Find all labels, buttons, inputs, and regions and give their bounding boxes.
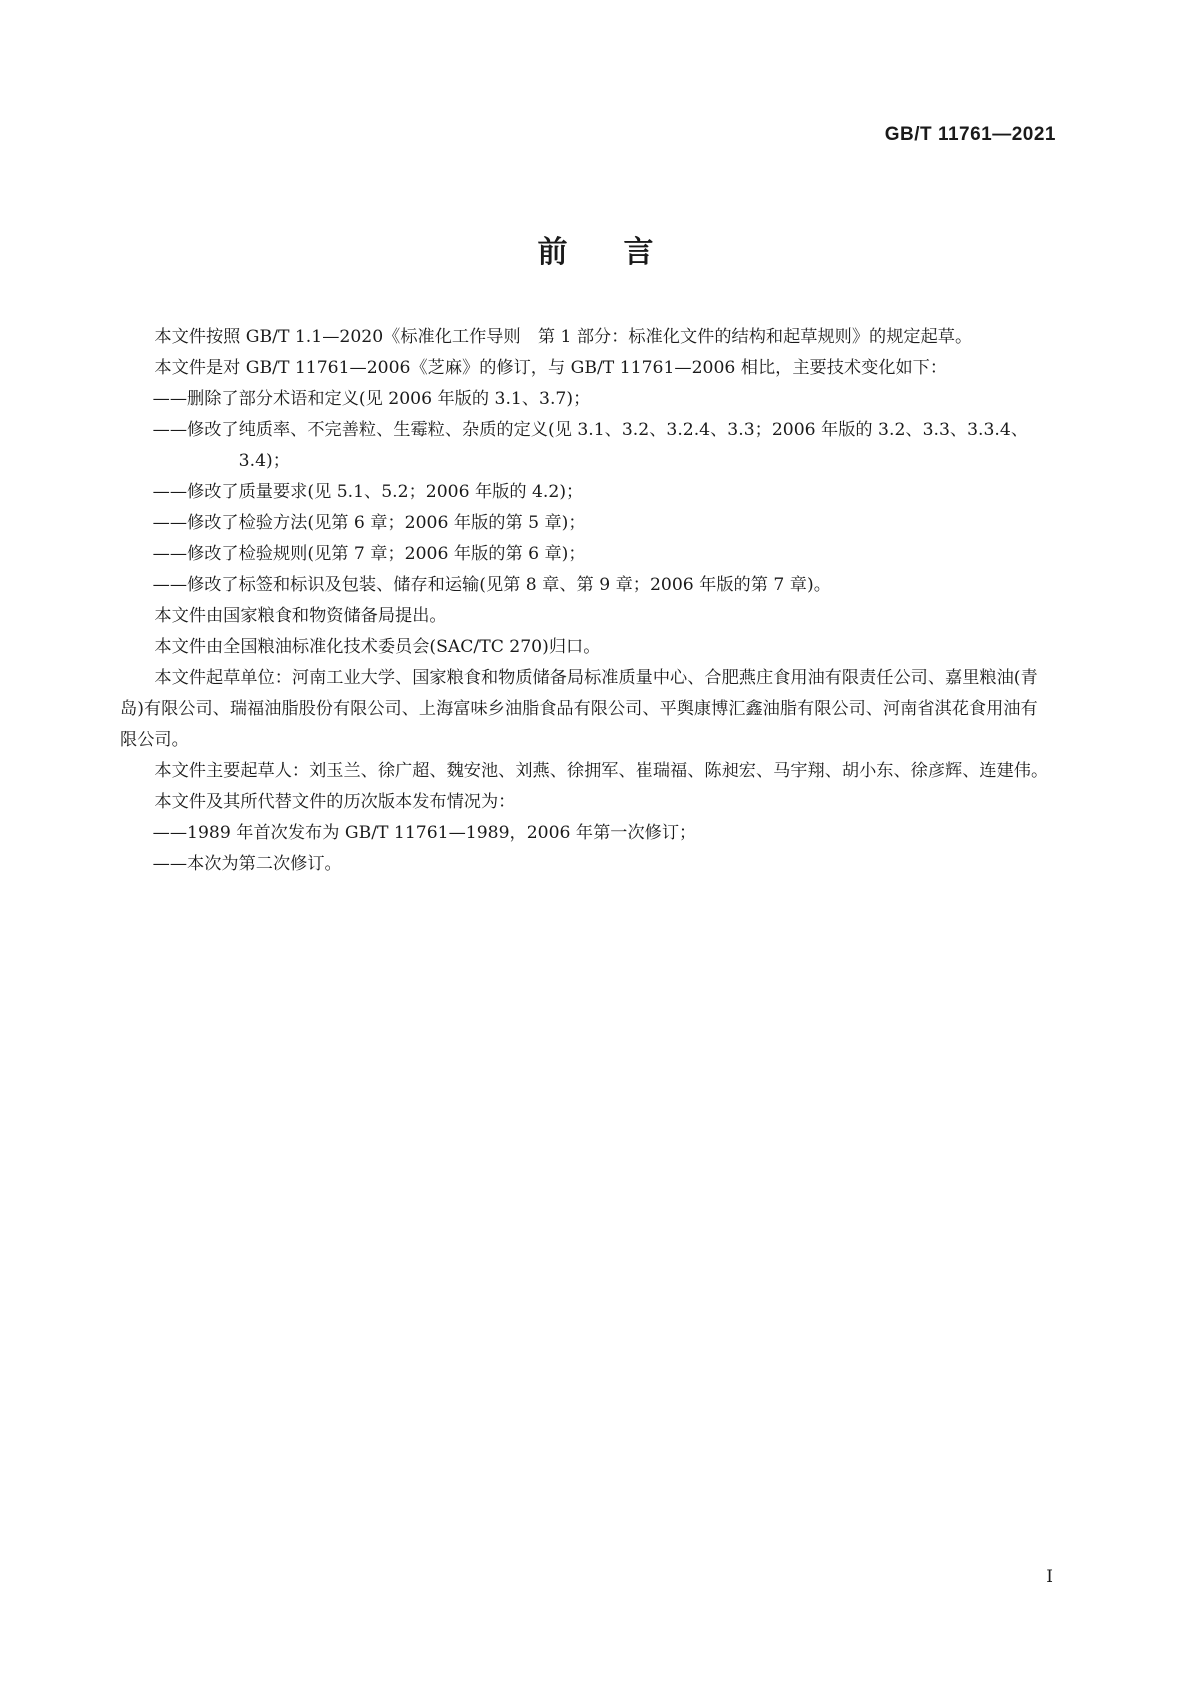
foreword-body [120,322,1054,880]
change-item: ——修改了检验规则(见第 7 章；2006 年版的第 6 章)； [152,544,586,564]
change-item: ——修改了检验方法(见第 6 章；2006 年版的第 5 章)； [152,513,586,533]
standard-number: GB/T 11761—2021 [884,124,1056,145]
paragraph-proposer: 本文件由国家粮食和物资储备局提出。 [154,606,447,626]
paragraph-committee: 本文件由全国粮油标准化技术委员会(SAC/TC 270)归口。 [154,637,601,657]
change-item: ——修改了标签和标识及包装、储存和运输(见第 8 章、第 9 章；2006 年版的第 7 章)。 [152,575,831,595]
change-item: ——删除了部分术语和定义(见 2006 年版的 3.1、3.7)； [152,389,591,409]
paragraph-revision-intro: 本文件是对 GB/T 11761—2006《芝麻》的修订，与 GB/T 11761—2006 相比，主要技术变化如下： [154,358,948,378]
paragraph-drafters: 本文件主要起草人：刘玉兰、徐广超、魏安池、刘燕、徐拥军、崔瑞福、陈昶宏、马宇翔、胡小东、徐彦辉、连建伟。 [154,761,1049,781]
title-char-2: 言 [623,235,654,270]
paragraph-history-intro: 本文件及其所代替文件的历次版本发布情况为： [154,792,516,812]
page-title [0,227,1191,271]
change-item: ——修改了质量要求(见 5.1、5.2；2006 年版的 4.2)； [152,482,584,502]
change-item: ——修改了纯质率、不完善粒、生霉粒、杂质的定义(见 3.1、3.2、3.2.4、3.3；2006 年版的 3.2、3.3、3.3.4、3.4)； [152,420,1029,471]
history-item: ——1989 年首次发布为 GB/T 11761—1989，2006 年第一次修订； [152,823,697,843]
title-char-1: 前 [537,235,568,270]
page-number: I [1046,1567,1053,1587]
history-item: ——本次为第二次修订。 [152,854,342,874]
paragraph-drafting-rules: 本文件按照 GB/T 1.1—2020《标准化工作导则 第 1 部分：标准化文件的结构和起草规则》的规定起草。 [154,327,973,347]
paragraph-drafting-units: 本文件起草单位：河南工业大学、国家粮食和物质储备局标准质量中心、合肥燕庄食用油有限责任公司、嘉里粮油(青岛)有限公司、瑞福油脂股份有限公司、上海富味乡油脂食品有限公司、平舆康博汇鑫油脂有限公司、河南省淇花食用油有限公司。 [120,668,1038,750]
